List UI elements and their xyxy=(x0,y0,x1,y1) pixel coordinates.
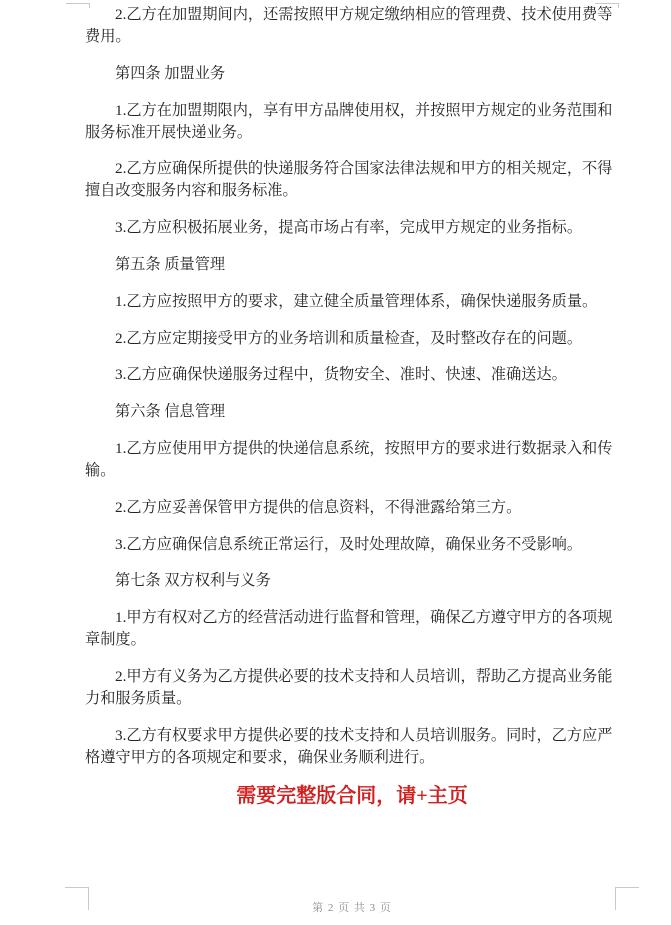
text-line: 输。 xyxy=(85,461,116,479)
text-line: 格遵守甲方的各项规定和要求，确保业务顺利进行。 xyxy=(85,748,435,766)
document-body xyxy=(85,4,619,822)
text-line: 3.乙方应确保快递服务过程中，货物安全、准时、快速、准确送达。 xyxy=(115,366,567,384)
contract-paragraph xyxy=(85,100,619,144)
text-line: 2.乙方在加盟期间内，还需按照甲方规定缴纳相应的管理费、技术使用费等 xyxy=(115,6,613,23)
text-line: 章制度。 xyxy=(85,631,146,649)
text-line: 3.乙方应积极拓展业务，提高市场占有率，完成甲方规定的业务指标。 xyxy=(115,219,583,237)
text-line: 2.甲方有义务为乙方提供必要的技术支持和人员培训，帮助乙方提高业务能 xyxy=(115,667,613,685)
section-heading xyxy=(85,63,619,85)
text-line: 2.乙方应妥善保管甲方提供的信息资料，不得泄露给第三方。 xyxy=(115,498,522,516)
text-line: 需要完整版合同，请+主页 xyxy=(236,784,468,807)
text-line: 3.乙方有权要求甲方提供必要的技术支持和人员培训服务。同时，乙方应严 xyxy=(115,726,613,744)
section-heading xyxy=(85,254,619,276)
contract-paragraph xyxy=(85,666,619,710)
text-line: 3.乙方应确保信息系统正常运行，及时处理故障，确保业务不受影响。 xyxy=(115,535,583,553)
contract-paragraph xyxy=(85,607,619,651)
text-line: 2.乙方应确保所提供的快递服务符合国家法律法规和甲方的相关规定，不得 xyxy=(115,160,613,178)
text-line: 费用。 xyxy=(85,28,131,45)
text-line: 2.乙方应定期接受甲方的业务培训和质量检查，及时整改存在的问题。 xyxy=(115,329,583,347)
text-line: 第七条 双方权利与义务 xyxy=(115,572,271,590)
contract-paragraph xyxy=(85,438,619,482)
contract-paragraph xyxy=(85,217,619,239)
promo-line xyxy=(85,784,619,808)
contract-paragraph xyxy=(85,364,619,386)
contract-paragraph xyxy=(85,497,619,519)
text-line: 1.乙方应按照甲方的要求，建立健全质量管理体系，确保快递服务质量。 xyxy=(115,292,598,310)
contract-paragraph xyxy=(85,291,619,313)
contract-paragraph xyxy=(85,158,619,202)
contract-paragraph xyxy=(85,534,619,556)
text-line: 1.乙方在加盟期限内，享有甲方品牌使用权，并按照甲方规定的业务范围和 xyxy=(115,101,613,119)
text-line: 第四条 加盟业务 xyxy=(115,64,226,82)
contract-paragraph xyxy=(85,725,619,769)
contract-paragraph xyxy=(85,4,619,48)
section-heading xyxy=(85,570,619,592)
text-line: 1.乙方应使用甲方提供的快递信息系统，按照甲方的要求进行数据录入和传 xyxy=(115,439,613,457)
page-number-footer: 第 2 页 共 3 页 xyxy=(312,902,392,914)
text-line: 服务标准开展快递业务。 xyxy=(85,123,253,141)
text-line: 第六条 信息管理 xyxy=(115,403,226,421)
section-heading xyxy=(85,401,619,423)
text-line: 第五条 质量管理 xyxy=(115,255,226,273)
contract-paragraph xyxy=(85,328,619,350)
text-line: 1.甲方有权对乙方的经营活动进行监督和管理，确保乙方遵守甲方的各项规 xyxy=(115,609,613,627)
text-line: 擅自改变服务内容和服务标准。 xyxy=(85,182,298,200)
text-line: 力和服务质量。 xyxy=(85,689,192,707)
